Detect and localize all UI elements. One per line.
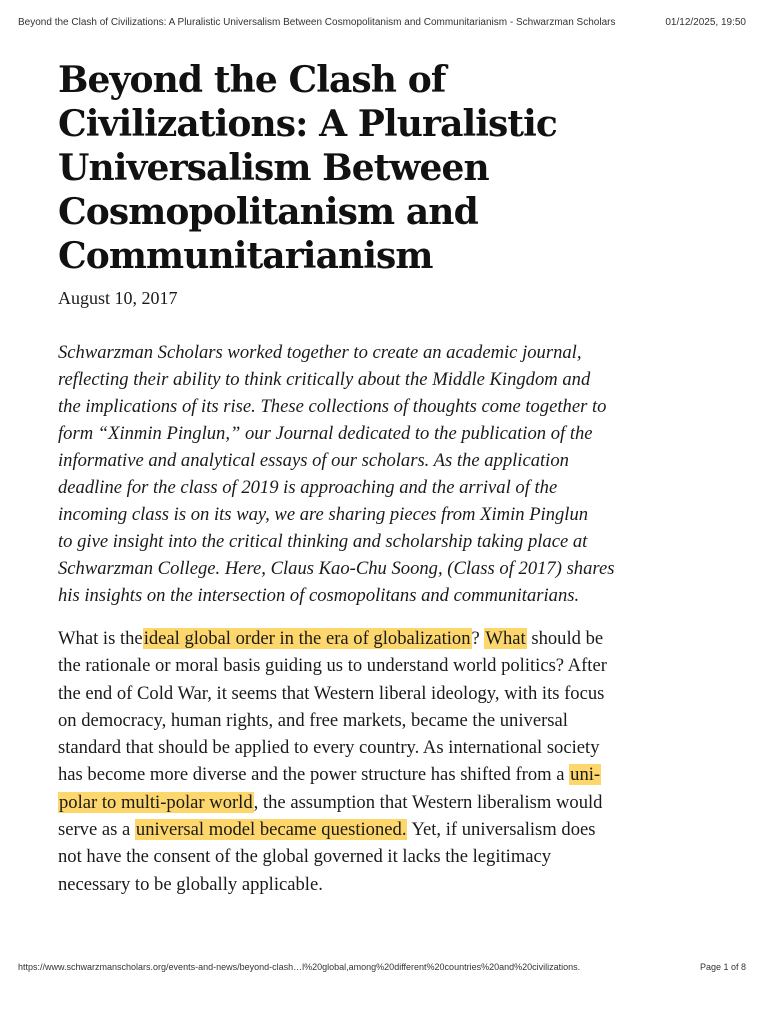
body-line: necessary to be globally applicable. <box>58 873 323 895</box>
body-text: should be <box>526 628 604 649</box>
body-line: the end of Cold War, it seems that Western liberal ideology, with its focus <box>58 682 605 704</box>
highlighted-text: uni- <box>570 764 601 786</box>
body-line: standard that should be applied to every country. As international society <box>58 737 600 759</box>
intro-line: Schwarzman Scholars worked together to create an academic journal, <box>58 342 582 363</box>
intro-line: reflecting their ability to think critically about the Middle Kingdom and <box>58 369 591 390</box>
highlighted-text: What <box>485 628 526 649</box>
print-header-document-title: Beyond the Clash of Civilizations: A Pluralistic Universalism Between Cosmopolitanism and Communitarianism - Schwarzman Scholars <box>18 17 616 28</box>
print-footer <box>18 962 746 976</box>
print-footer-url: https://www.schwarzmanscholars.org/events-and-news/beyond-clash…l%20global,among%20different%20countries%20and%20civilizations. <box>18 962 581 972</box>
intro-line: deadline for the class of 2019 is approaching and the arrival of the <box>58 477 558 498</box>
highlighted-text: ideal global order in the era of globalization <box>143 628 471 649</box>
article-title-line: Universalism Between <box>58 147 489 189</box>
body-text: ? <box>471 628 485 649</box>
body-line <box>58 789 718 816</box>
article-title-line: Beyond the Clash of <box>58 59 446 101</box>
intro-line: his insights on the intersection of cosmopolitans and communitarians. <box>58 585 580 606</box>
body-line: the rationale or moral basis guiding us to understand world politics? After <box>58 655 607 677</box>
article-title-line: Civilizations: A Pluralistic <box>58 103 557 145</box>
intro-line: the implications of its rise. These collections of thoughts come together to <box>58 396 607 417</box>
intro-line: to give insight into the critical thinking and scholarship taking place at <box>58 531 588 552</box>
intro-line: form “Xinmin Pinglun,” our Journal dedicated to the publication of the <box>58 423 593 444</box>
article-title-line: Cosmopolitanism and <box>58 191 478 233</box>
article <box>58 58 718 898</box>
body-text: has become more diverse and the power structure has shifted from a <box>58 764 570 786</box>
article-title <box>58 58 718 278</box>
body-line: not have the consent of the global governed it lacks the legitimacy <box>58 846 552 868</box>
article-title-line: Communitarianism <box>58 235 433 277</box>
article-body-paragraph <box>58 625 718 898</box>
page-number: Page 1 of 8 <box>699 962 746 972</box>
body-line: on democracy, human rights, and free markets, became the universal <box>58 709 568 731</box>
body-text: Yet, if universalism does <box>407 819 596 841</box>
body-line <box>58 816 718 843</box>
print-header-timestamp: 01/12/2025, 19:50 <box>665 17 746 28</box>
intro-line: incoming class is on its way, we are sharing pieces from Ximin Pinglun <box>58 504 589 525</box>
intro-line: informative and analytical essays of our scholars. As the application <box>58 450 569 471</box>
print-header <box>18 17 746 31</box>
intro-line: Schwarzman College. Here, Claus Kao-Chu Soong, (Class of 2017) shares <box>58 558 615 579</box>
highlighted-text: universal model became questioned. <box>135 819 407 841</box>
body-text: What is the <box>58 628 143 649</box>
body-text: serve as a <box>58 819 135 841</box>
body-line <box>58 761 718 788</box>
body-text: , the assumption that Western liberalism would <box>253 791 603 813</box>
article-intro <box>58 339 718 609</box>
highlighted-text: polar to multi-polar world <box>59 791 253 813</box>
article-date: August 10, 2017 <box>58 288 178 308</box>
body-line <box>58 625 718 652</box>
